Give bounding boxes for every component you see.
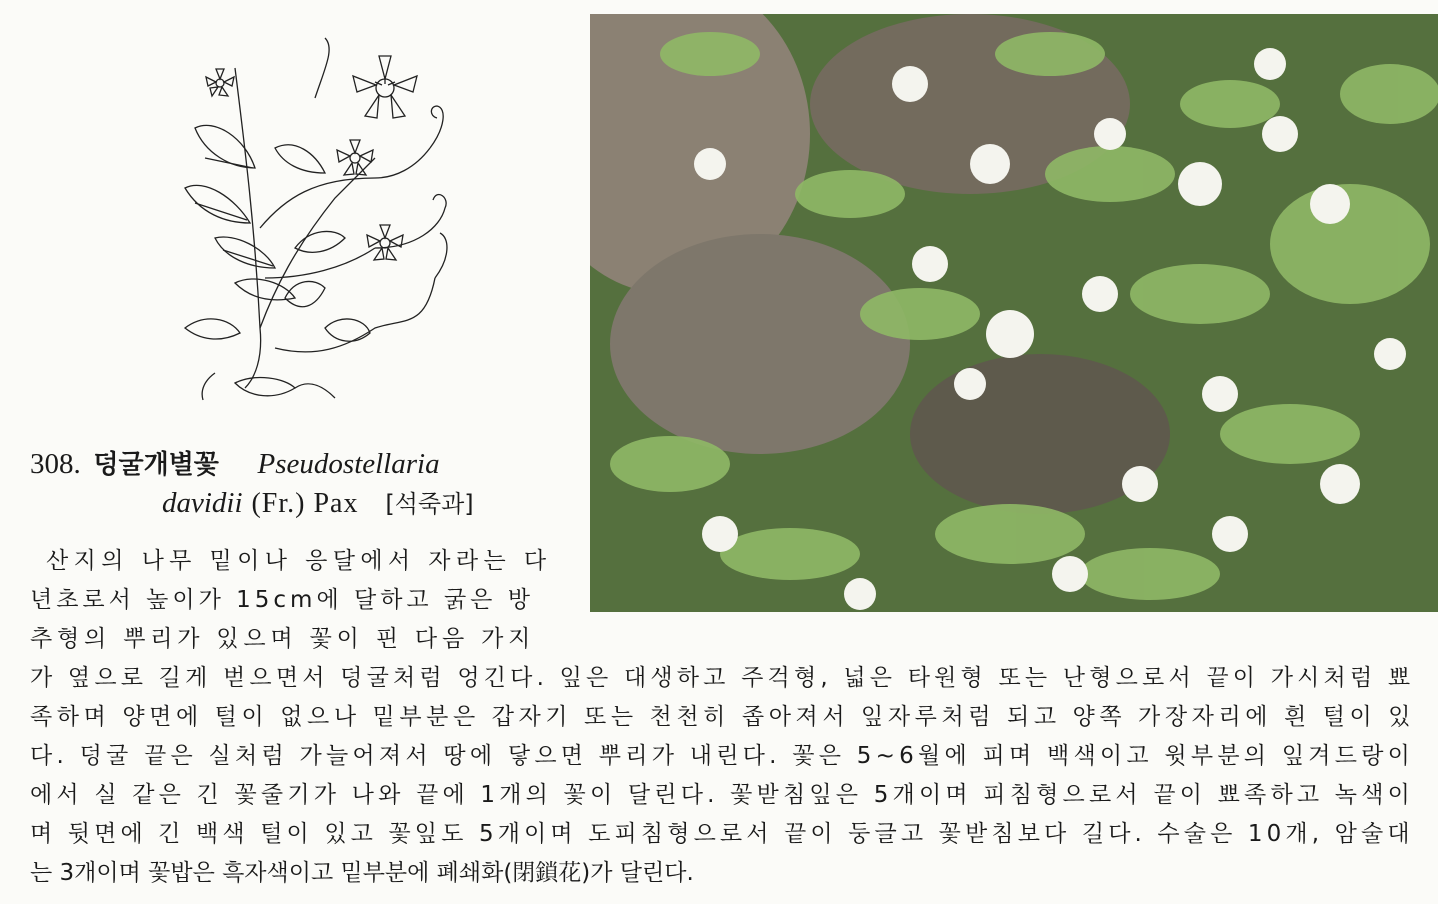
description-line: 추형의 뿌리가 있으며 꽃이 핀 다음 가지	[30, 626, 536, 652]
description-line: 산지의 나무 밑이나 응달에서 자라는 다	[46, 548, 552, 574]
description-line: 족하며 양면에 털이 없으나 밑부분은 갑자기 또는 천천히 좁아져서 잎자루처럼 되고 양쪽 가장자리에 흰 털이 있	[30, 704, 1416, 730]
scientific-species: davidii	[162, 487, 243, 519]
description-line: 년초로서 높이가 15cm에 달하고 굵은 방	[30, 587, 534, 613]
family-name: [석죽과]	[385, 490, 474, 518]
author-citation: (Fr.) Pax	[251, 488, 359, 519]
entry-title-continued	[162, 484, 474, 520]
description-line: 는 3개이며 꽃밥은 흑자색이고 밑부분에 폐쇄화(閉鎖花)가 달린다.	[30, 860, 694, 886]
description-line: 다. 덩굴 끝은 실처럼 가늘어져서 땅에 닿으면 뿌리가 내린다. 꽃은 5~6월에 피며 백색이고 윗부분의 잎겨드랑이	[30, 743, 1415, 769]
entry-number: 308.	[30, 448, 81, 480]
description-line: 가 옆으로 길게 벋으면서 덩굴처럼 엉긴다. 잎은 대생하고 주걱형, 넓은 타원형 또는 난형으로서 끝이 가시처럼 뾰	[30, 665, 1415, 691]
botanical-illustration	[175, 28, 475, 408]
description-line: 에서 실 같은 긴 꽃줄기가 나와 끝에 1개의 꽃이 달린다. 꽃받침잎은 5개이며 피침형으로서 끝이 뾰족하고 녹색이	[30, 782, 1415, 808]
scientific-genus: Pseudostellaria	[257, 448, 440, 480]
korean-name: 덩굴개별꽃	[93, 450, 219, 480]
entry-title	[30, 444, 440, 481]
description-line: 며 뒷면에 긴 백색 털이 있고 꽃잎도 5개이며 도피침형으로서 끝이 둥글고 꽃받침보다 길다. 수술은 10개, 암술대	[30, 821, 1414, 847]
plant-photograph	[590, 14, 1438, 612]
